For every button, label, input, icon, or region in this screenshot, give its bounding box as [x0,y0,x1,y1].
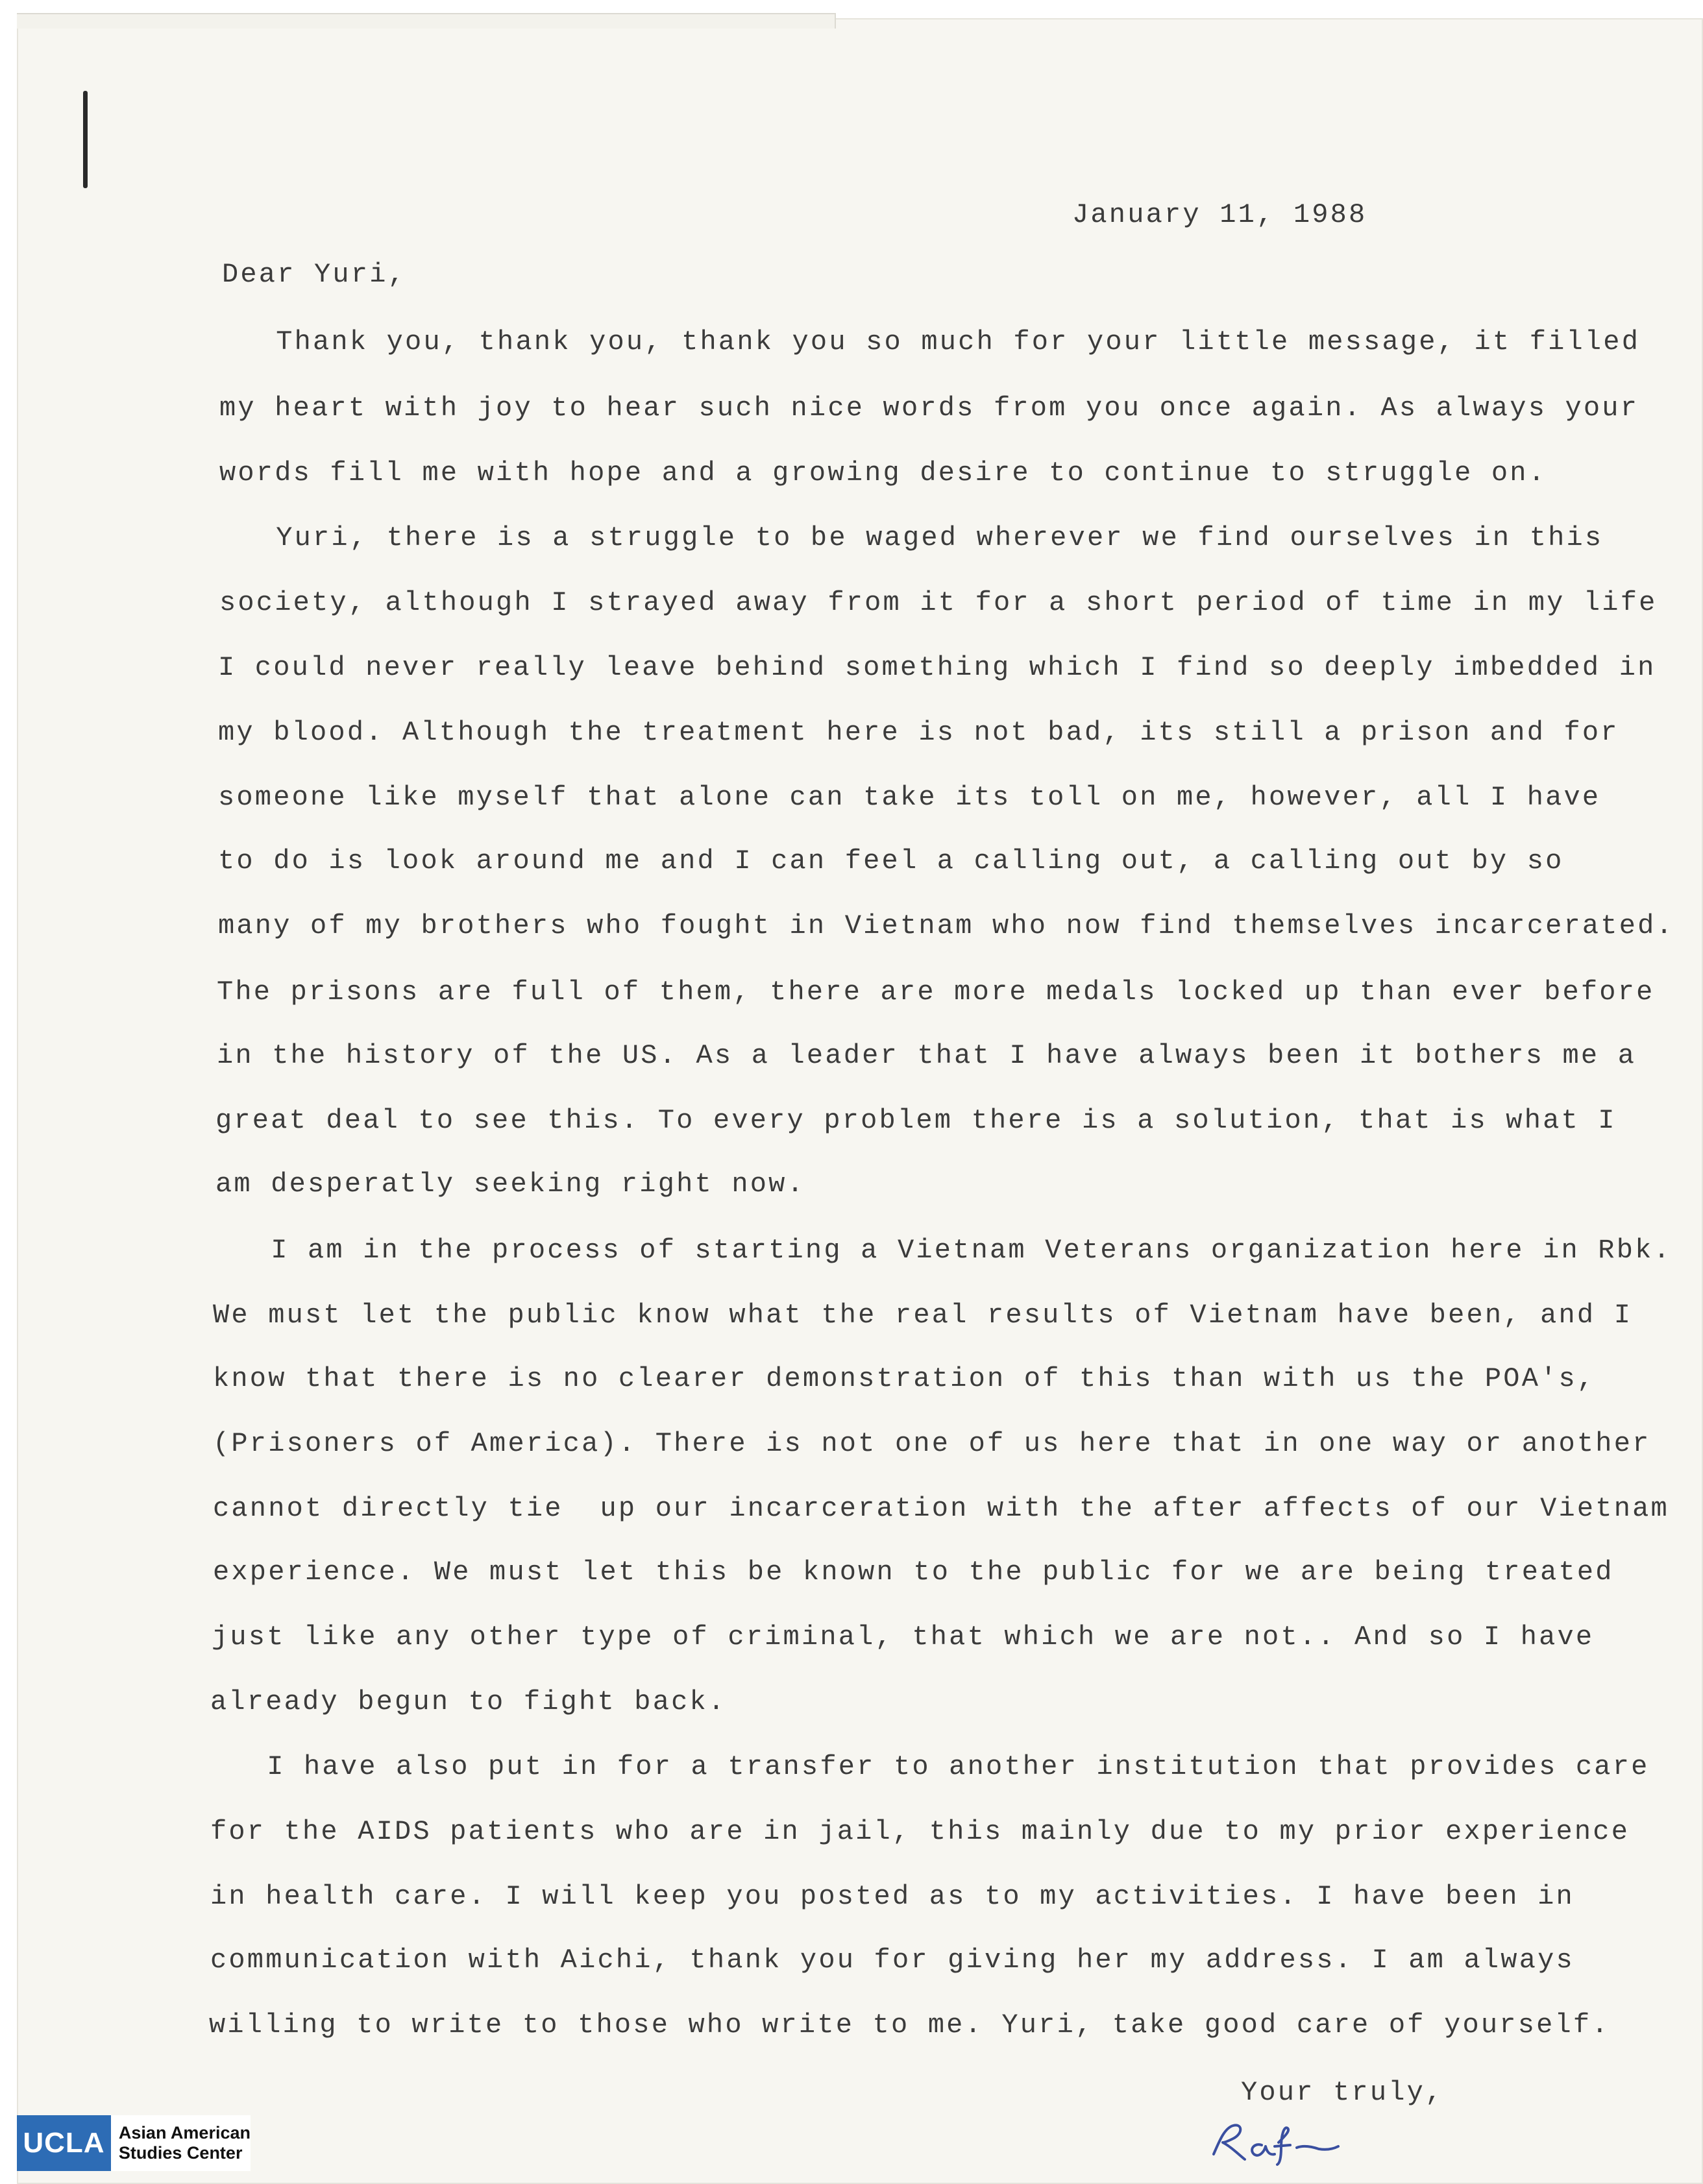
letter-line: experience. We must let this be known to the public for we are being treated [213,1557,1614,1588]
letter-line: already begun to fight back. [210,1686,727,1717]
letter-line: know that there is no clearer demonstration of this than with us the POA's, [213,1363,1596,1394]
letter-line: in the history of the US. As a leader that I have always been it bothers me a [217,1040,1637,1071]
letter-line: my heart with joy to hear such nice words from you once again. As always your [219,393,1639,424]
logo-mark: UCLA [17,2115,111,2171]
letter-line: I am in the process of starting a Vietnam Veterans organization here in Rbk. [215,1235,1672,1266]
letter-line: We must let the public know what the real results of Vietnam have been, and I [213,1300,1633,1331]
letter-line: Thank you, thank you, thank you so much for your little message, it filled [221,326,1641,358]
letter-line: cannot directly tie up our incarceration with the after affects of our Vietnam [213,1493,1669,1524]
letter-line: many of my brothers who fought in Vietnam who now find themselves incarcerated. [218,910,1674,941]
ucla-aasc-logo [17,2115,251,2171]
letter-line: The prisons are full of them, there are more medals locked up than ever before [217,977,1655,1008]
letter-line: for the AIDS patients who are in jail, this mainly due to my prior experience [210,1816,1630,1847]
logo-line-1: Asian American [118,2122,251,2142]
staple-mark [83,91,88,188]
letter-date: January 11, 1988 [1072,199,1367,230]
handwritten-signature [1199,2117,1349,2168]
letter-line: I could never really leave behind something which I find so deeply imbedded in [218,652,1656,683]
letter-line: society, although I strayed away from it for a short period of time in my life [219,587,1658,618]
letter-line: Yuri, there is a struggle to be waged wherever we find ourselves in this [221,522,1604,553]
logo-line-2: Studies Center [118,2143,243,2163]
letter-line: willing to write to those who write to me. Yuri, take good care of yourself. [209,2009,1610,2041]
letter-line: someone like myself that alone can take its toll on me, however, all I have [218,782,1601,813]
letter-line: communication with Aichi, thank you for giving her my address. I am always [210,1945,1574,1976]
letter-line: in health care. I will keep you posted as to my activities. I have been in [210,1881,1574,1912]
letter-line: to do is look around me and I can feel a calling out, a calling out by so [218,845,1564,877]
letter-line: (Prisoners of America). There is not one of us here that in one way or another [213,1428,1651,1459]
paper-fold-edge [17,13,836,29]
logo-text [111,2123,251,2163]
letter-closing: Your truly, [1241,2077,1444,2108]
letter-line: I have also put in for a transfer to another institution that provides care [212,1751,1650,1782]
letter-line: am desperatly seeking right now. [215,1169,805,1200]
letter-line: great deal to see this. To every problem there is a solution, that is what I [215,1105,1617,1136]
letter-line: my blood. Although the treatment here is not bad, its still a prison and for [218,717,1619,748]
letter-line: words fill me with hope and a growing desire to continue to struggle on. [219,457,1547,489]
letter-salutation: Dear Yuri, [222,259,407,290]
letter-line: just like any other type of criminal, that which we are not.. And so I have [212,1621,1595,1653]
